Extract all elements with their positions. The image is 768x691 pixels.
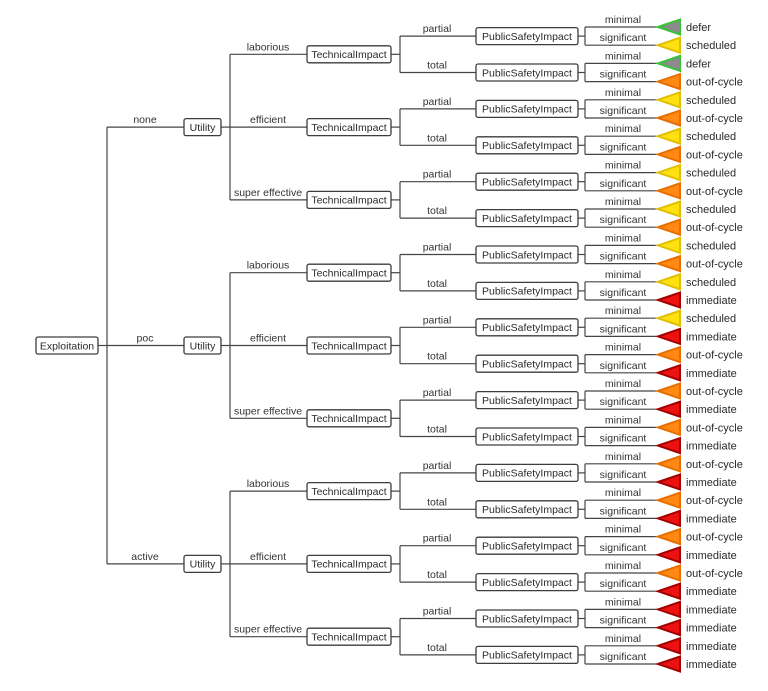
edge-label-significant: significant — [599, 68, 647, 81]
outcome-marker-immediate-icon — [658, 657, 680, 672]
outcome-marker-immediate-icon — [658, 402, 680, 417]
outcome-label-scheduled: scheduled — [686, 94, 737, 107]
decision-node-label-publicsafetyimpact: PublicSafetyImpact — [482, 103, 572, 116]
edge-label-laborious: laborious — [246, 41, 290, 54]
edge-label-significant: significant — [599, 287, 647, 299]
outcome-label-scheduled: scheduled — [686, 240, 737, 253]
edge-label-active: active — [131, 550, 159, 563]
outcome-marker-out-of-cycle-icon — [658, 183, 680, 198]
outcome-label-immediate: immediate — [686, 477, 737, 489]
decision-node-label-publicsafetyimpact: PublicSafetyImpact — [482, 613, 572, 626]
edge-label-total: total — [427, 205, 447, 218]
decision-node-label-utility: Utility — [189, 121, 216, 134]
outcome-label-defer: defer — [686, 22, 712, 34]
outcome-label-immediate: immediate — [686, 331, 737, 344]
edge-label-partial: partial — [422, 241, 452, 254]
outcome-marker-out-of-cycle-icon — [658, 256, 680, 271]
outcome-label-out-of-cycle: out-of-cycle — [686, 113, 743, 125]
outcome-marker-immediate-icon — [658, 293, 680, 308]
outcome-label-immediate: immediate — [686, 586, 737, 599]
decision-node-label-publicsafetyimpact: PublicSafetyImpact — [482, 212, 572, 225]
outcome-label-out-of-cycle: out-of-cycle — [686, 495, 743, 508]
outcome-marker-out-of-cycle-icon — [658, 529, 680, 544]
outcome-marker-immediate-icon — [658, 620, 680, 635]
outcome-label-scheduled: scheduled — [686, 276, 737, 289]
decision-node-label-exploitation: Exploitation — [39, 340, 95, 353]
edge-label-significant: significant — [599, 651, 647, 663]
outcome-marker-immediate-icon — [658, 365, 680, 380]
edge-label-minimal: minimal — [604, 487, 642, 500]
decision-node-label-technicalimpact: TechnicalImpact — [311, 194, 387, 207]
outcome-marker-defer-icon — [658, 20, 680, 35]
edge-label-minimal: minimal — [604, 86, 642, 99]
outcome-marker-out-of-cycle-icon — [658, 420, 680, 435]
outcome-marker-defer-icon — [658, 56, 680, 71]
decision-node-label-technicalimpact: TechnicalImpact — [311, 413, 387, 426]
decision-node-label-technicalimpact: TechnicalImpact — [311, 267, 387, 280]
outcome-label-out-of-cycle: out-of-cycle — [686, 422, 743, 435]
edge-label-minimal: minimal — [604, 378, 642, 390]
decision-node-label-publicsafetyimpact: PublicSafetyImpact — [482, 431, 572, 444]
edge-label-minimal: minimal — [604, 560, 642, 572]
outcome-label-scheduled: scheduled — [686, 204, 737, 216]
outcome-marker-scheduled-icon — [658, 129, 680, 144]
outcome-label-immediate: immediate — [686, 622, 737, 635]
decision-node-label-publicsafetyimpact: PublicSafetyImpact — [482, 504, 572, 517]
outcome-marker-out-of-cycle-icon — [658, 456, 680, 471]
edge-label-none: none — [133, 114, 157, 127]
outcome-label-out-of-cycle: out-of-cycle — [686, 185, 743, 198]
outcome-marker-immediate-icon — [658, 638, 680, 653]
edge-label-minimal: minimal — [604, 196, 642, 208]
outcome-marker-immediate-icon — [658, 584, 680, 599]
outcome-marker-out-of-cycle-icon — [658, 111, 680, 126]
edge-label-efficient: efficient — [250, 550, 286, 563]
edge-label-partial: partial — [422, 95, 452, 108]
outcome-marker-immediate-icon — [658, 547, 680, 562]
outcome-label-immediate: immediate — [686, 404, 737, 417]
edge-label-significant: significant — [599, 505, 647, 518]
edge-label-partial: partial — [422, 23, 452, 36]
edge-label-minimal: minimal — [604, 268, 642, 281]
outcome-marker-scheduled-icon — [658, 238, 680, 253]
outcome-label-out-of-cycle: out-of-cycle — [686, 386, 743, 398]
outcome-label-out-of-cycle: out-of-cycle — [686, 531, 743, 544]
decision-node-label-technicalimpact: TechnicalImpact — [311, 485, 387, 498]
edge-label-significant: significant — [599, 250, 647, 263]
decision-node-label-publicsafetyimpact: PublicSafetyImpact — [482, 67, 572, 80]
outcome-marker-out-of-cycle-icon — [658, 493, 680, 508]
outcome-marker-scheduled-icon — [658, 202, 680, 217]
edge-label-efficient: efficient — [250, 114, 286, 127]
decision-node-label-publicsafetyimpact: PublicSafetyImpact — [482, 30, 572, 43]
edge-label-minimal: minimal — [604, 50, 642, 63]
outcome-marker-immediate-icon — [658, 511, 680, 526]
outcome-label-out-of-cycle: out-of-cycle — [686, 349, 743, 362]
edge-label-minimal: minimal — [604, 450, 642, 463]
outcome-marker-scheduled-icon — [658, 38, 680, 53]
outcome-label-immediate: immediate — [686, 440, 737, 453]
edge-label-total: total — [427, 350, 447, 363]
outcome-marker-immediate-icon — [658, 438, 680, 453]
outcome-marker-out-of-cycle-icon — [658, 566, 680, 581]
edge-label-partial: partial — [422, 459, 452, 472]
outcome-marker-out-of-cycle-icon — [658, 147, 680, 162]
decision-node-label-publicsafetyimpact: PublicSafetyImpact — [482, 176, 572, 189]
edge-label-significant: significant — [599, 469, 647, 481]
edge-label-significant: significant — [599, 432, 647, 445]
decision-node-label-publicsafetyimpact: PublicSafetyImpact — [482, 322, 572, 335]
decision-node-label-publicsafetyimpact: PublicSafetyImpact — [482, 249, 572, 262]
outcome-label-immediate: immediate — [686, 659, 737, 671]
edge-label-minimal: minimal — [604, 341, 642, 354]
edge-label-partial: partial — [422, 168, 452, 181]
edge-label-minimal: minimal — [604, 14, 642, 26]
edge-label-minimal: minimal — [604, 305, 642, 318]
edge-label-partial: partial — [422, 387, 452, 400]
edge-label-partial: partial — [422, 532, 452, 545]
outcome-label-out-of-cycle: out-of-cycle — [686, 149, 743, 162]
decision-node-label-publicsafetyimpact: PublicSafetyImpact — [482, 467, 572, 480]
edge-label-minimal: minimal — [604, 159, 642, 172]
edge-label-total: total — [427, 132, 447, 145]
decision-node-label-utility: Utility — [189, 558, 216, 571]
edge-label-significant: significant — [599, 541, 647, 554]
decision-node-label-utility: Utility — [189, 340, 216, 353]
decision-node-label-publicsafetyimpact: PublicSafetyImpact — [482, 540, 572, 553]
edge-label-total: total — [427, 277, 447, 290]
outcome-label-out-of-cycle: out-of-cycle — [686, 258, 743, 271]
edge-label-laborious: laborious — [246, 478, 290, 491]
edge-label-laborious: laborious — [246, 259, 290, 272]
outcome-label-immediate: immediate — [686, 513, 737, 526]
decision-node-label-technicalimpact: TechnicalImpact — [311, 49, 387, 62]
decision-node-label-publicsafetyimpact: PublicSafetyImpact — [482, 285, 572, 298]
edge-label-minimal: minimal — [604, 123, 642, 136]
edge-label-significant: significant — [599, 214, 647, 227]
decision-node-label-publicsafetyimpact: PublicSafetyImpact — [482, 394, 572, 407]
edge-label-significant: significant — [599, 323, 647, 336]
edge-label-total: total — [427, 641, 447, 654]
outcome-marker-scheduled-icon — [658, 165, 680, 180]
outcome-label-immediate: immediate — [686, 604, 737, 617]
edge-label-minimal: minimal — [604, 232, 642, 245]
outcome-marker-out-of-cycle-icon — [658, 347, 680, 362]
decision-node-label-technicalimpact: TechnicalImpact — [311, 631, 387, 644]
edge-label-significant: significant — [599, 359, 647, 372]
edge-label-super-effective: super effective — [233, 623, 303, 636]
outcome-marker-scheduled-icon — [658, 311, 680, 326]
edge-label-significant: significant — [599, 141, 647, 154]
outcome-marker-scheduled-icon — [658, 92, 680, 107]
decision-node-label-publicsafetyimpact: PublicSafetyImpact — [482, 358, 572, 371]
outcome-label-defer: defer — [686, 58, 712, 71]
outcome-marker-out-of-cycle-icon — [658, 384, 680, 399]
outcome-label-scheduled: scheduled — [686, 131, 737, 144]
edge-label-partial: partial — [422, 314, 452, 327]
decision-node-label-technicalimpact: TechnicalImpact — [311, 558, 387, 571]
outcome-marker-out-of-cycle-icon — [658, 74, 680, 89]
edge-label-total: total — [427, 59, 447, 72]
outcome-marker-immediate-icon — [658, 475, 680, 490]
edge-label-super-effective: super effective — [233, 186, 303, 199]
outcome-label-immediate: immediate — [686, 295, 737, 307]
edge-label-significant: significant — [599, 578, 647, 591]
edge-label-super-effective: super effective — [233, 405, 303, 418]
decision-node-label-publicsafetyimpact: PublicSafetyImpact — [482, 649, 572, 662]
outcome-label-scheduled: scheduled — [686, 167, 737, 180]
edge-label-efficient: efficient — [250, 332, 286, 345]
outcome-marker-immediate-icon — [658, 329, 680, 344]
decision-node-label-technicalimpact: TechnicalImpact — [311, 340, 387, 353]
outcome-marker-immediate-icon — [658, 602, 680, 617]
outcome-label-out-of-cycle: out-of-cycle — [686, 76, 743, 89]
edge-label-significant: significant — [599, 614, 647, 627]
edge-label-total: total — [427, 569, 447, 582]
outcome-label-out-of-cycle: out-of-cycle — [686, 222, 743, 235]
edge-label-minimal: minimal — [604, 523, 642, 536]
edge-label-significant: significant — [599, 105, 647, 117]
outcome-label-immediate: immediate — [686, 549, 737, 562]
decision-node-label-publicsafetyimpact: PublicSafetyImpact — [482, 140, 572, 153]
edge-label-significant: significant — [599, 396, 647, 409]
outcome-label-scheduled: scheduled — [686, 40, 737, 53]
edge-label-total: total — [427, 496, 447, 509]
edge-label-partial: partial — [422, 605, 452, 618]
outcome-label-immediate: immediate — [686, 640, 737, 653]
edge-label-significant: significant — [599, 32, 647, 45]
edge-label-minimal: minimal — [604, 632, 642, 645]
edge-label-total: total — [427, 423, 447, 436]
decision-node-label-publicsafetyimpact: PublicSafetyImpact — [482, 576, 572, 589]
edge-label-poc: poc — [136, 332, 154, 345]
edge-label-minimal: minimal — [604, 414, 642, 427]
outcome-marker-scheduled-icon — [658, 274, 680, 289]
outcome-label-scheduled: scheduled — [686, 313, 737, 326]
outcome-label-immediate: immediate — [686, 367, 737, 380]
decision-node-label-technicalimpact: TechnicalImpact — [311, 121, 387, 134]
outcome-label-out-of-cycle: out-of-cycle — [686, 568, 743, 580]
edge-label-minimal: minimal — [604, 596, 642, 609]
edge-label-significant: significant — [599, 177, 647, 190]
outcome-marker-out-of-cycle-icon — [658, 220, 680, 235]
outcome-label-out-of-cycle: out-of-cycle — [686, 458, 743, 471]
